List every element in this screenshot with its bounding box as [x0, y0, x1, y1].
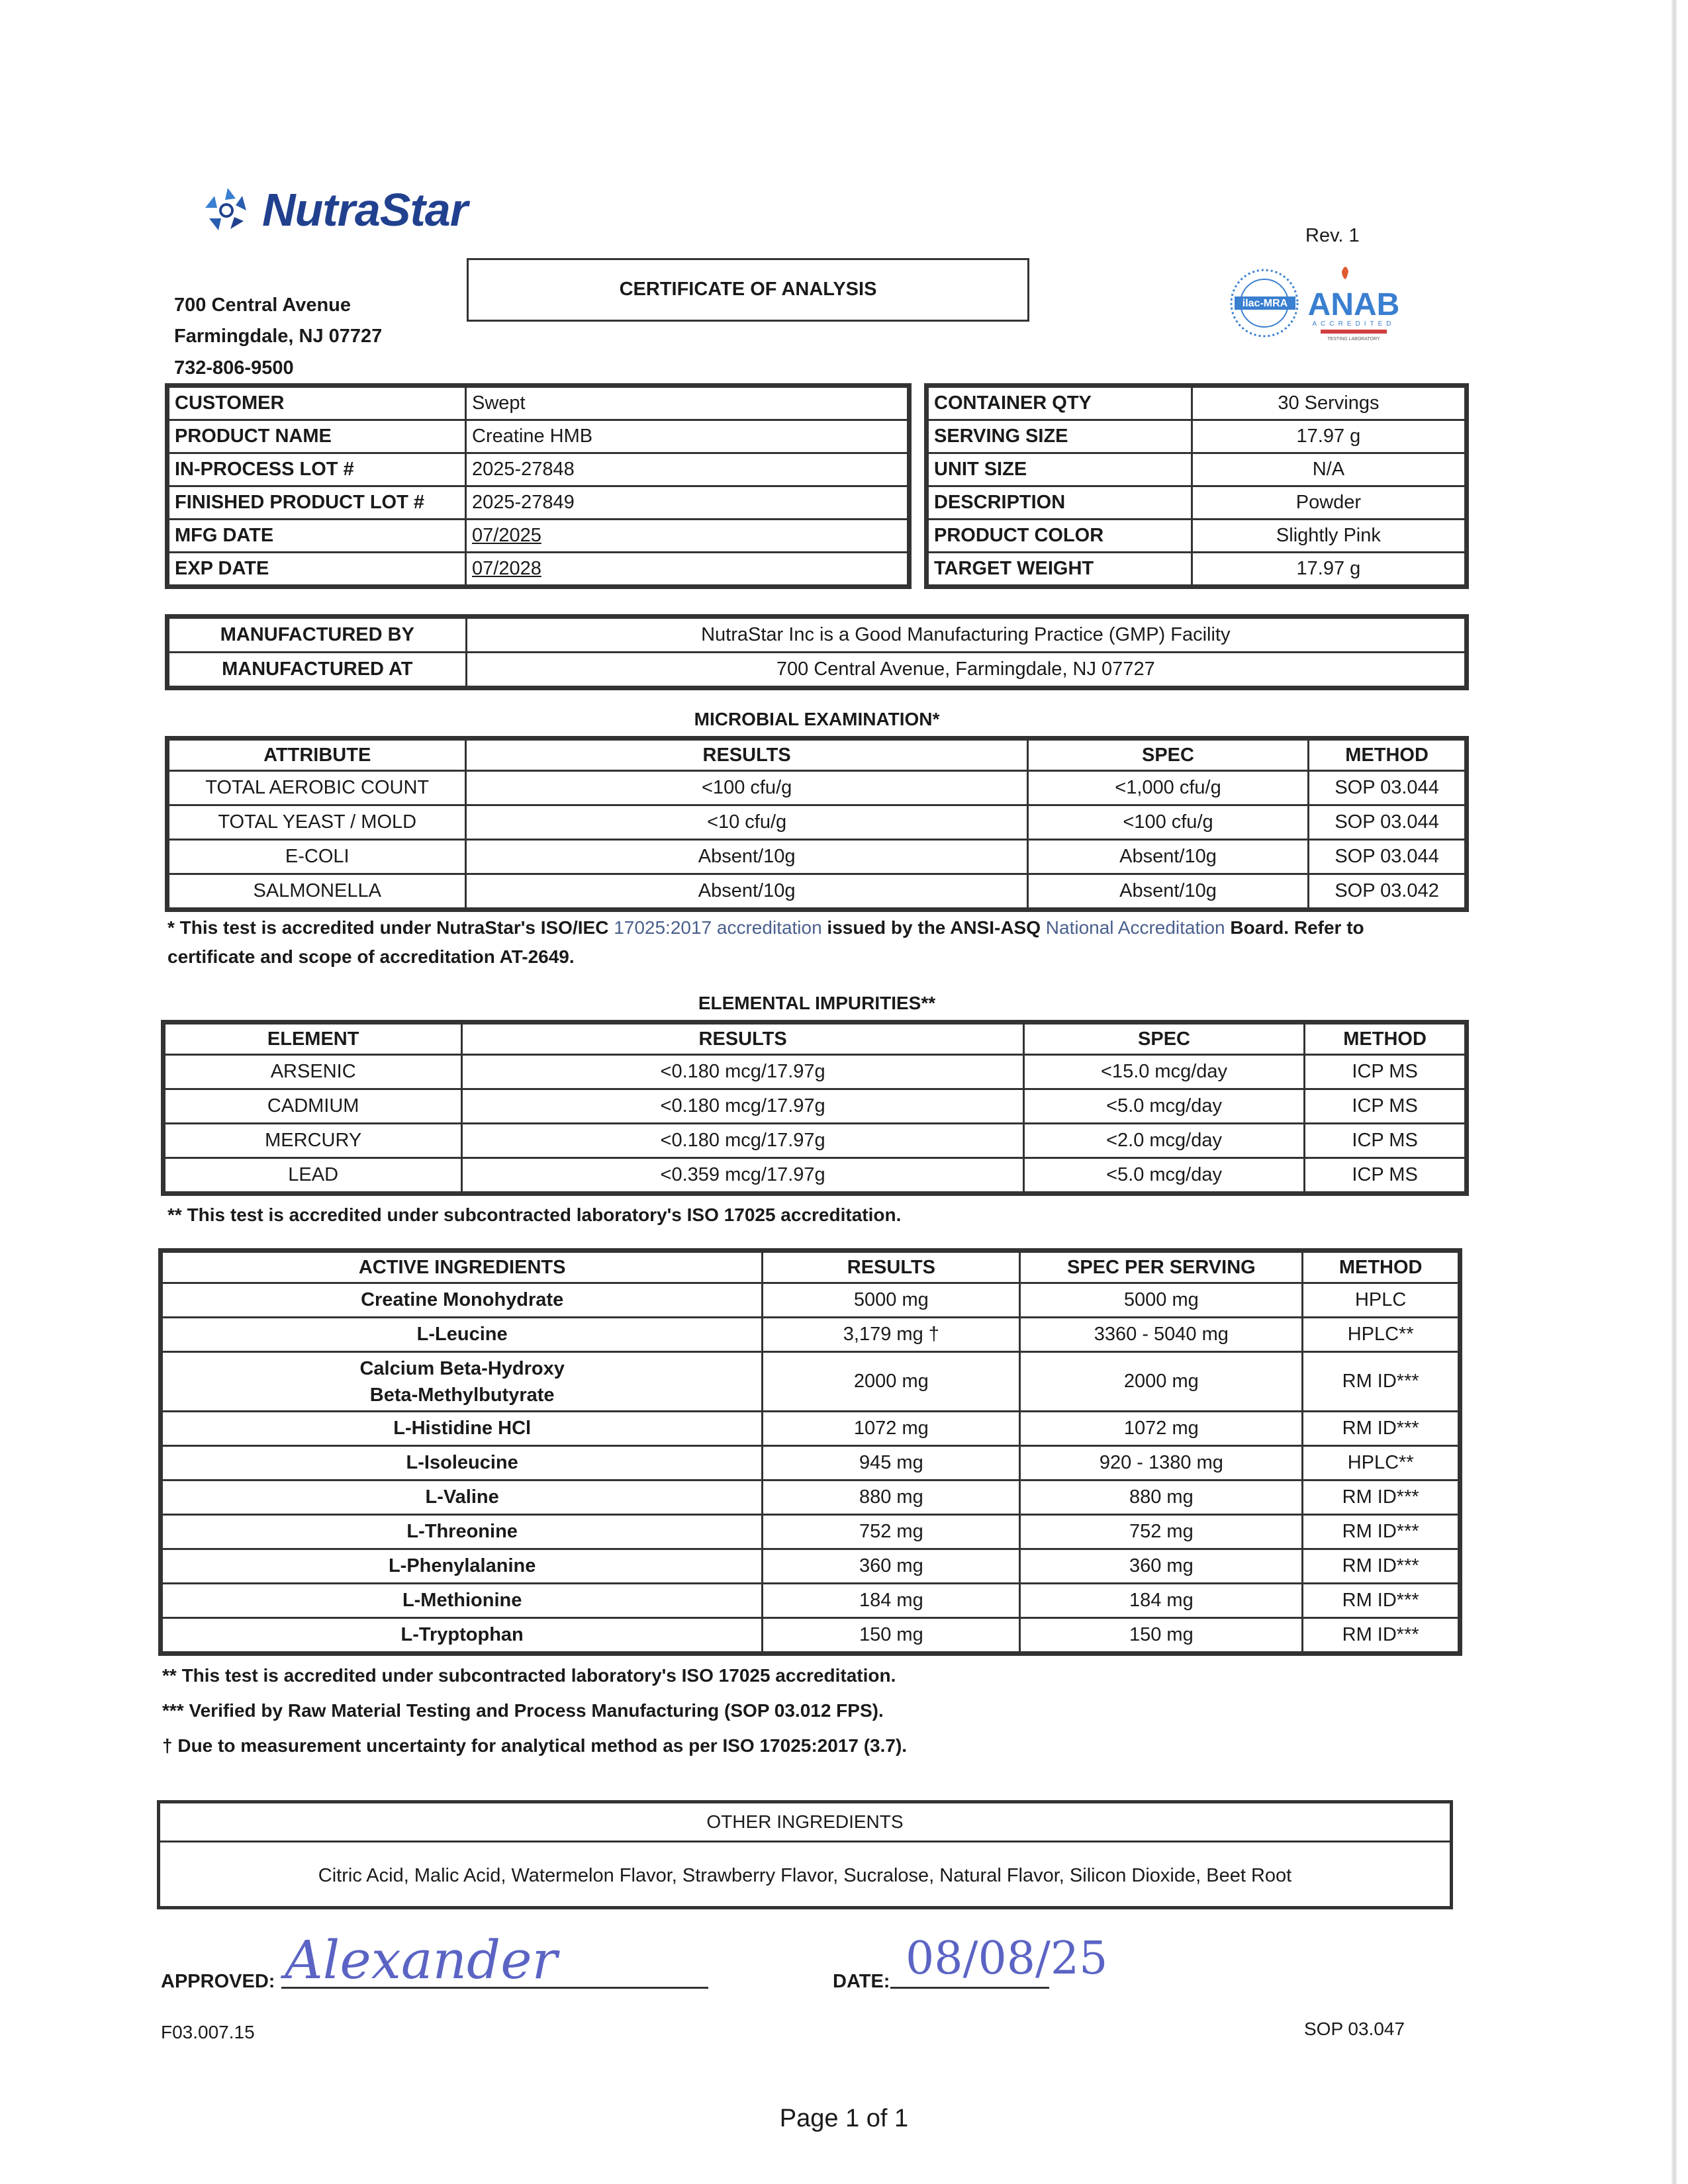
field-value: 2025-27849	[466, 486, 908, 520]
table-row	[162, 1618, 1459, 1653]
field-value-text: 07/2028	[472, 558, 541, 579]
row-value: 1072 mg	[1020, 1412, 1303, 1446]
field-label: UNIT SIZE	[928, 453, 1192, 486]
field-value	[466, 520, 908, 553]
product-info-row	[928, 453, 1466, 486]
field-value: 17.97 g	[1192, 420, 1465, 453]
row-name: L-Threonine	[162, 1515, 763, 1549]
company-logo	[199, 180, 467, 240]
nutrastar-star-icon	[199, 184, 257, 236]
row-name: ARSENIC	[165, 1055, 462, 1089]
row-value: 5000 mg	[763, 1283, 1020, 1318]
row-value: 880 mg	[763, 1480, 1020, 1515]
product-info-row	[928, 553, 1466, 586]
row-value: 920 - 1380 mg	[1020, 1446, 1303, 1480]
row-value: Absent/10g	[1027, 874, 1308, 909]
table-row	[169, 874, 1466, 909]
column-header: ATTRIBUTE	[169, 740, 466, 771]
row-name: SALMONELLA	[169, 874, 466, 909]
column-header: METHOD	[1305, 1024, 1466, 1055]
row-value: ICP MS	[1305, 1124, 1466, 1158]
date-label: DATE:	[833, 1971, 890, 1992]
row-value: RM ID***	[1303, 1412, 1459, 1446]
actives-footnote-1: ** This test is accredited under subcontracted laboratory's ISO 17025 accreditation.	[162, 1665, 896, 1686]
other-ingredients-list: Citric Acid, Malic Acid, Watermelon Flavor, Strawberry Flavor, Sucralose, Natural Flavor, Silicon Dioxide, Beet Root	[318, 1864, 1292, 1886]
address-line1: 700 Central Avenue	[174, 295, 352, 316]
row-name: L-Tryptophan	[162, 1618, 763, 1653]
approval-date-handwritten: 08/08/25	[906, 1933, 1108, 1985]
manufacturing-row	[169, 618, 1466, 653]
row-name: Calcium Beta-Hydroxy Beta-Methylbutyrate	[162, 1352, 763, 1412]
row-value: ICP MS	[1305, 1158, 1466, 1193]
row-value: RM ID***	[1303, 1480, 1459, 1515]
row-value: 1072 mg	[763, 1412, 1020, 1446]
row-value: <2.0 mcg/day	[1023, 1124, 1304, 1158]
accreditation-badge-icon	[1228, 258, 1420, 344]
row-name: MERCURY	[165, 1124, 462, 1158]
field-value: NutraStar Inc is a Good Manufacturing Practice (GMP) Facility	[466, 618, 1465, 653]
field-label: PRODUCT COLOR	[928, 520, 1192, 553]
field-value: Powder	[1192, 486, 1465, 520]
field-value: Creatine HMB	[466, 420, 908, 453]
row-value: 945 mg	[763, 1446, 1020, 1480]
field-value: N/A	[1192, 453, 1465, 486]
column-header: ELEMENT	[165, 1024, 462, 1055]
field-value: 30 Servings	[1192, 387, 1465, 420]
column-header: ACTIVE INGREDIENTS	[162, 1252, 763, 1283]
field-label: MANUFACTURED AT	[169, 653, 467, 687]
table-row	[162, 1584, 1459, 1618]
field-label: FINISHED PRODUCT LOT #	[169, 486, 466, 520]
field-label: EXP DATE	[169, 553, 466, 586]
actives-footnote-2: *** Verified by Raw Material Testing and Process Manufacturing (SOP 03.012 FPS).	[162, 1700, 884, 1721]
row-value: 5000 mg	[1020, 1283, 1303, 1318]
approved-label: APPROVED:	[161, 1971, 275, 1992]
row-value: RM ID***	[1303, 1618, 1459, 1653]
row-value: 3360 - 5040 mg	[1020, 1318, 1303, 1352]
document-title: CERTIFICATE OF ANALYSIS	[467, 258, 1029, 322]
footnote-text: issued by the ANSI-ASQ	[821, 917, 1046, 938]
row-value: <10 cfu/g	[466, 805, 1027, 840]
row-value: RM ID***	[1303, 1549, 1459, 1584]
table-row	[165, 1089, 1466, 1124]
row-name: L-Leucine	[162, 1318, 763, 1352]
row-value: <5.0 mcg/day	[1023, 1089, 1304, 1124]
row-value: 3,179 mg †	[763, 1318, 1020, 1352]
product-info-left-table	[167, 386, 909, 586]
column-header: METHOD	[1309, 740, 1466, 771]
elemental-title: ELEMENTAL IMPURITIES**	[698, 993, 936, 1013]
field-label: MANUFACTURED BY	[169, 618, 467, 653]
row-value: SOP 03.042	[1309, 874, 1466, 909]
table-row	[162, 1412, 1459, 1446]
row-value: HPLC	[1303, 1283, 1459, 1318]
row-name: L-Valine	[162, 1480, 763, 1515]
product-info-row	[169, 553, 908, 586]
row-name: L-Phenylalanine	[162, 1549, 763, 1584]
other-ingredients-box	[157, 1800, 1453, 1909]
field-label: PRODUCT NAME	[169, 420, 466, 453]
company-name: NutraStar	[262, 184, 467, 236]
page-number: Page 1 of 1	[779, 2105, 909, 2132]
elemental-table	[164, 1023, 1466, 1193]
row-value: <100 cfu/g	[1027, 805, 1308, 840]
row-value: SOP 03.044	[1309, 805, 1466, 840]
form-code: F03.007.15	[161, 2022, 255, 2042]
other-ingredients-title: OTHER INGREDIENTS	[160, 1803, 1450, 1843]
row-name: TOTAL YEAST / MOLD	[169, 805, 466, 840]
row-value: Absent/10g	[466, 874, 1027, 909]
row-value: 2000 mg	[1020, 1352, 1303, 1412]
column-header: SPEC	[1027, 740, 1308, 771]
table-row	[169, 771, 1466, 805]
actives-footnote-3: † Due to measurement uncertainty for analytical method as per ISO 17025:2017 (3.7).	[162, 1735, 908, 1756]
table-row	[162, 1283, 1459, 1318]
field-value-text: 07/2025	[472, 525, 541, 546]
row-value: 150 mg	[1020, 1618, 1303, 1653]
table-row	[165, 1055, 1466, 1089]
column-header: RESULTS	[466, 740, 1027, 771]
column-header: SPEC PER SERVING	[1020, 1252, 1303, 1283]
manufacturing-row	[169, 653, 1466, 687]
table-row	[162, 1549, 1459, 1584]
row-value: SOP 03.044	[1309, 771, 1466, 805]
row-value: <100 cfu/g	[466, 771, 1027, 805]
phone-number: 732-806-9500	[174, 357, 294, 379]
row-value: 360 mg	[1020, 1549, 1303, 1584]
row-name: CADMIUM	[165, 1089, 462, 1124]
row-name: TOTAL AEROBIC COUNT	[169, 771, 466, 805]
row-name: E-COLI	[169, 840, 466, 874]
table-row	[169, 840, 1466, 874]
field-label: MFG DATE	[169, 520, 466, 553]
field-label: SERVING SIZE	[928, 420, 1192, 453]
row-value: <0.359 mcg/17.97g	[462, 1158, 1024, 1193]
field-value: Swept	[466, 387, 908, 420]
date-line	[890, 1987, 1049, 1989]
address-line2: Farmingdale, NJ 07727	[174, 326, 383, 347]
row-value: SOP 03.044	[1309, 840, 1466, 874]
table-row	[162, 1318, 1459, 1352]
row-value: <15.0 mcg/day	[1023, 1055, 1304, 1089]
row-value: 150 mg	[763, 1618, 1020, 1653]
row-value: Absent/10g	[466, 840, 1027, 874]
scan-edge-shadow	[1671, 0, 1677, 2184]
approver-signature: Alexander	[285, 1929, 557, 1991]
row-value: RM ID***	[1303, 1352, 1459, 1412]
field-label: IN-PROCESS LOT #	[169, 453, 466, 486]
row-value: RM ID***	[1303, 1584, 1459, 1618]
row-value: <1,000 cfu/g	[1027, 771, 1308, 805]
row-value: HPLC**	[1303, 1318, 1459, 1352]
column-header: RESULTS	[462, 1024, 1024, 1055]
elemental-footnote: ** This test is accredited under subcontracted laboratory's ISO 17025 accreditation.	[167, 1205, 902, 1225]
microbial-footnote	[167, 913, 1466, 972]
field-label: TARGET WEIGHT	[928, 553, 1192, 586]
row-name: L-Isoleucine	[162, 1446, 763, 1480]
footnote-national-accreditation-link[interactable]: National Accreditation	[1045, 917, 1225, 938]
row-name: LEAD	[165, 1158, 462, 1193]
row-value: 2000 mg	[763, 1352, 1020, 1412]
row-value: 184 mg	[763, 1584, 1020, 1618]
field-label: DESCRIPTION	[928, 486, 1192, 520]
row-value: Absent/10g	[1027, 840, 1308, 874]
active-ingredients-table	[161, 1251, 1460, 1653]
product-info-row	[169, 387, 908, 420]
table-row	[162, 1515, 1459, 1549]
row-name: Creatine Monohydrate	[162, 1283, 763, 1318]
row-value: ICP MS	[1305, 1089, 1466, 1124]
field-label: CUSTOMER	[169, 387, 466, 420]
row-value: <0.180 mcg/17.97g	[462, 1055, 1024, 1089]
table-row	[165, 1124, 1466, 1158]
svg-text:ANAB: ANAB	[1307, 287, 1400, 322]
footnote-accreditation-link[interactable]: 17025:2017 accreditation	[614, 917, 822, 938]
product-info-row	[169, 420, 908, 453]
svg-text:ilac-MRA: ilac-MRA	[1242, 298, 1288, 309]
product-info-row	[169, 453, 908, 486]
footnote-text: Board. Refer to	[1225, 917, 1364, 938]
column-header: SPEC	[1023, 1024, 1304, 1055]
table-row	[162, 1352, 1459, 1412]
product-info-row	[928, 486, 1466, 520]
table-header-row	[169, 740, 1466, 771]
product-info-row	[169, 520, 908, 553]
manufacturing-table	[167, 617, 1466, 688]
product-info-row	[928, 420, 1466, 453]
field-label: CONTAINER QTY	[928, 387, 1192, 420]
table-row	[165, 1158, 1466, 1193]
row-value: <0.180 mcg/17.97g	[462, 1089, 1024, 1124]
row-name: L-Histidine HCl	[162, 1412, 763, 1446]
column-header: RESULTS	[763, 1252, 1020, 1283]
table-header-row	[165, 1024, 1466, 1055]
row-name: L-Methionine	[162, 1584, 763, 1618]
row-value: 880 mg	[1020, 1480, 1303, 1515]
sop-code: SOP 03.047	[1304, 2019, 1405, 2039]
product-info-row	[928, 387, 1466, 420]
product-info-row	[928, 520, 1466, 553]
svg-text:TESTING LABORATORY: TESTING LABORATORY	[1327, 337, 1380, 341]
footnote-text: * This test is accredited under NutraStar's ISO/IEC	[167, 917, 614, 938]
field-value: 700 Central Avenue, Farmingdale, NJ 07727	[466, 653, 1465, 687]
product-info-row	[169, 486, 908, 520]
field-value	[466, 553, 908, 586]
row-value: ICP MS	[1305, 1055, 1466, 1089]
row-value: <0.180 mcg/17.97g	[462, 1124, 1024, 1158]
row-value: <5.0 mcg/day	[1023, 1158, 1304, 1193]
table-row	[162, 1446, 1459, 1480]
table-header-row	[162, 1252, 1459, 1283]
field-value: 2025-27848	[466, 453, 908, 486]
row-value: 360 mg	[763, 1549, 1020, 1584]
field-value: 17.97 g	[1192, 553, 1465, 586]
row-value: HPLC**	[1303, 1446, 1459, 1480]
microbial-table	[167, 739, 1466, 909]
footnote-text-line2: certificate and scope of accreditation AT-2649.	[167, 946, 575, 967]
row-value: 752 mg	[1020, 1515, 1303, 1549]
row-value: RM ID***	[1303, 1515, 1459, 1549]
column-header: METHOD	[1303, 1252, 1459, 1283]
product-info-right-table	[927, 386, 1466, 586]
table-row	[169, 805, 1466, 840]
svg-text:ACCREDITED: ACCREDITED	[1312, 320, 1395, 328]
revision-label: Rev. 1	[1305, 225, 1360, 246]
field-value: Slightly Pink	[1192, 520, 1465, 553]
microbial-title: MICROBIAL EXAMINATION*	[694, 709, 940, 729]
table-row	[162, 1480, 1459, 1515]
row-value: 752 mg	[763, 1515, 1020, 1549]
row-value: 184 mg	[1020, 1584, 1303, 1618]
